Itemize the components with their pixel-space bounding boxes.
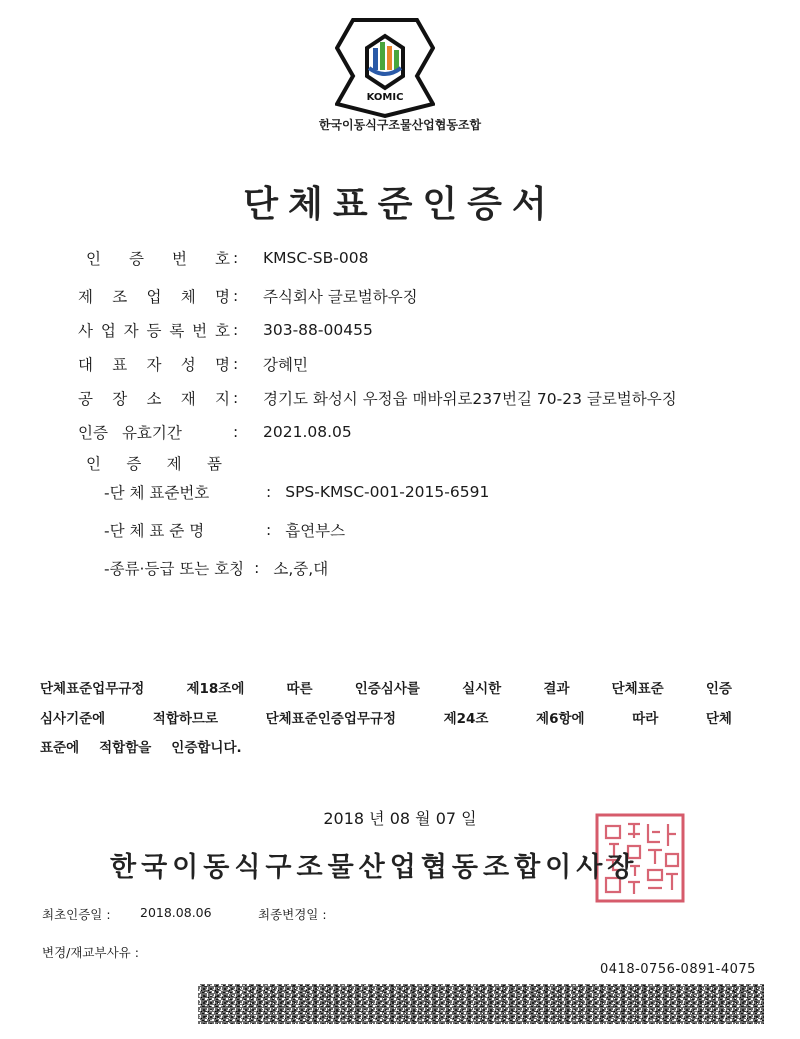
factory-address-value: 경기도 화성시 우정읍 매바위로237번길 70-23 글로벌하우징 — [263, 390, 677, 408]
security-barcode — [198, 984, 764, 1024]
issuer-name: 한국이동식구조물산업협동조합이사장 — [110, 852, 639, 883]
field-manufacturer: 제 조 업 체 명 : 주식회사 글로벌하우징 — [78, 287, 418, 306]
svg-text:KOMIC: KOMIC — [366, 92, 404, 103]
first-cert-label: 최초인증일 : — [42, 907, 111, 922]
business-reg-value: 303-88-00455 — [263, 321, 373, 339]
grade-value: 소,중,대 — [273, 560, 329, 578]
standard-number-value: SPS-KMSC-001-2015-6591 — [285, 483, 490, 501]
komic-logo — [335, 18, 435, 118]
body-line-2: 심사기준에 적합하므로 단체표준인증업무규정 제24조 제6항에 따라 단체 — [40, 711, 732, 727]
issue-date: 2018 년 08 월 07 일 — [323, 809, 477, 828]
product-grade: -종류·등급 또는 호칭 : 소,중,대 — [104, 559, 329, 578]
field-validity: 인증 유효기간 : 2021.08.05 — [78, 423, 352, 442]
body-line-3: 표준에 적합함을 인증합니다. — [40, 740, 242, 756]
product-standard-name: -단 체 표 준 명 : 흡연부스 — [104, 521, 346, 540]
body-line-1: 단체표준업무규정 제18조에 따른 인증심사를 실시한 결과 단체표준 인증 — [40, 681, 732, 697]
certificate-title: 단체표준인증서 — [243, 184, 557, 225]
certified-product-header: 인 증 제 품 — [86, 455, 222, 473]
cert-number-value: KMSC-SB-008 — [263, 249, 369, 267]
representative-value: 강혜민 — [263, 356, 308, 374]
first-cert-value: 2018.08.06 — [140, 905, 212, 920]
product-standard-number: -단 체 표준번호 : SPS-KMSC-001-2015-6591 — [104, 483, 490, 502]
validity-value: 2021.08.05 — [263, 423, 352, 441]
field-business-reg-number: 사 업 자 등 록 번 호 : 303-88-00455 — [78, 321, 373, 340]
standard-name-value: 흡연부스 — [285, 522, 346, 540]
change-reason-label: 변경/재교부사유 : — [42, 945, 139, 960]
org-name-small: 한국이동식구조물산업협동조합 — [318, 118, 482, 132]
field-cert-number: 인 증 번 호 : KMSC-SB-008 — [86, 249, 369, 268]
manufacturer-value: 주식회사 글로벌하우징 — [263, 288, 418, 306]
field-representative: 대 표 자 성 명 : 강혜민 — [78, 355, 308, 374]
field-factory-address: 공 장 소 재 지 : 경기도 화성시 우정읍 매바위로237번길 70-23 글로벌하우징 — [78, 389, 677, 408]
serial-number: 0418-0756-0891-4075 — [600, 962, 756, 977]
last-change-label: 최종변경일 : — [258, 907, 327, 922]
